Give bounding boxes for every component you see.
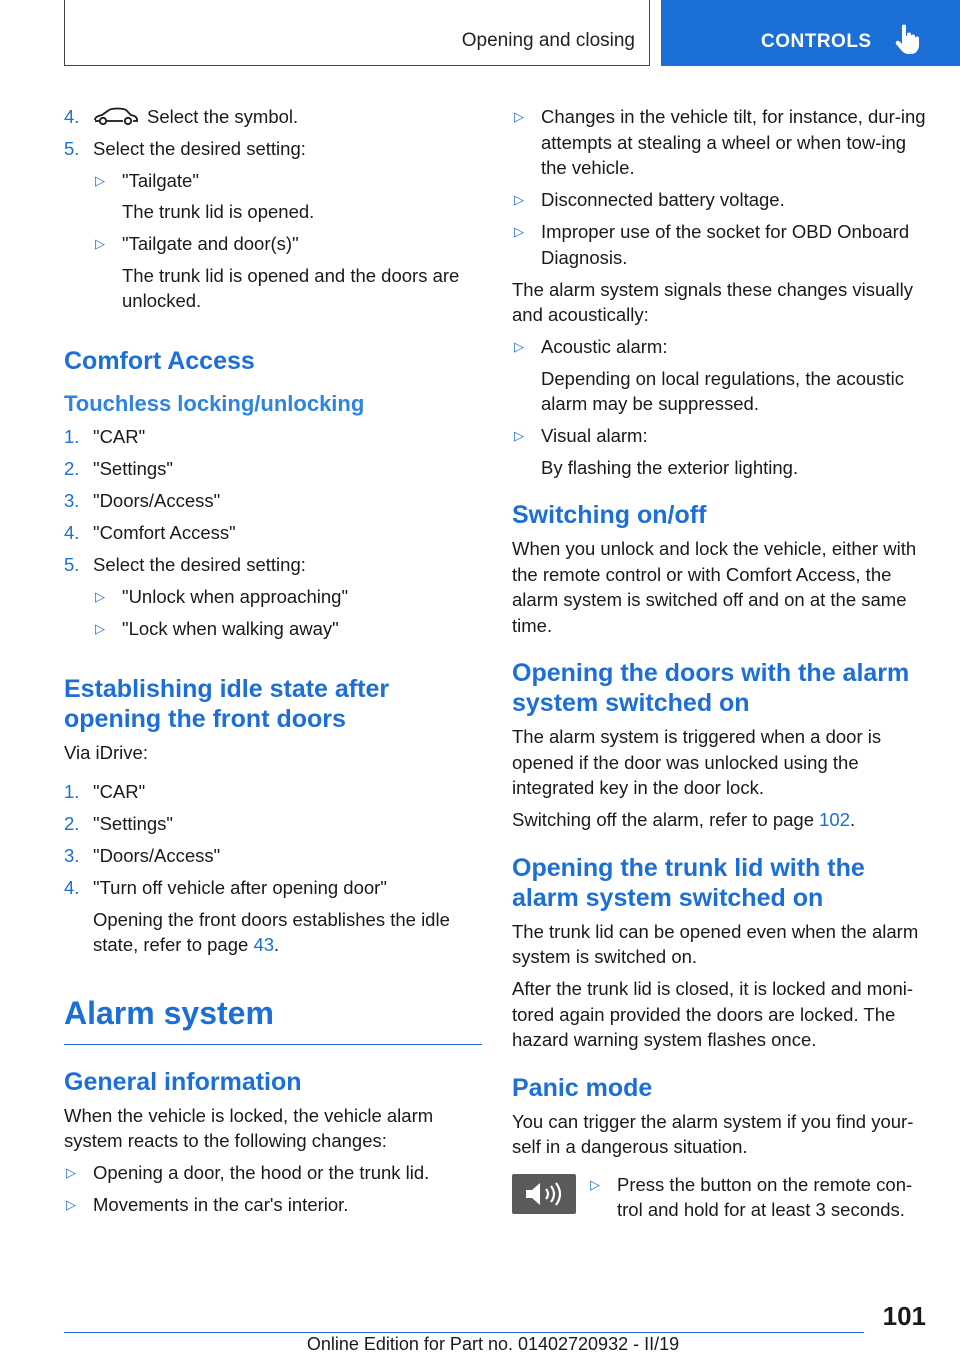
heading-comfort-access: Comfort Access (64, 347, 255, 375)
heading-idle-state: Establishing idle state after opening the front doors (64, 674, 390, 733)
heading-panic-mode: Panic mode (512, 1073, 653, 1102)
header-tab-label: CONTROLS (761, 31, 872, 52)
bullet-text: Changes in the vehicle tilt, for instance, dur-ing attempts at stealing a wheel or when tow-ing the vehicle. (541, 106, 926, 178)
triangle-bullet-icon (64, 1192, 93, 1218)
list-item (64, 456, 482, 482)
triangle-bullet-icon (93, 231, 122, 314)
list-item (512, 187, 932, 213)
step-number: 4. (64, 106, 80, 127)
list-item (64, 488, 482, 514)
idle-note (93, 907, 482, 958)
list-item (64, 1192, 482, 1218)
triangle-bullet-icon (93, 168, 122, 225)
header-section-title: Opening and closing (461, 30, 635, 51)
bullet-label: Visual alarm: (541, 425, 648, 446)
doors-ref-end: . (850, 809, 856, 830)
trunk-text-1: The trunk lid can be opened even when the alarm system is switched on. (512, 920, 919, 967)
bullet-desc: Depending on local regulations, the acoustic alarm may be suppressed. (541, 367, 905, 414)
option-label: "Tailgate and door(s)" (122, 233, 299, 254)
list-item (64, 875, 482, 958)
panic-instruction (512, 1172, 932, 1230)
list-item (64, 779, 482, 805)
step-text: Select the desired setting: (93, 554, 306, 575)
step-number: 1. (64, 781, 80, 802)
footer-edition: Online Edition for Part no. 01402720932 - II/19 (306, 1334, 680, 1354)
step-text: "Comfort Access" (93, 522, 236, 543)
doors-text: The alarm system is triggered when a door is opened if the door was unlocked using the integrated key in the door lock. (512, 726, 882, 798)
step-text: "Settings" (93, 458, 173, 479)
list-item (93, 231, 482, 314)
list-item (512, 219, 932, 270)
page-link-43[interactable]: 43 (253, 934, 275, 955)
signal-bullets (512, 334, 932, 480)
panic-button-icon (512, 1174, 576, 1214)
doors-ref-text: Switching off the alarm, refer to page (512, 809, 820, 830)
header-section-box (64, 0, 650, 66)
step-text: "Doors/Access" (93, 490, 221, 511)
idle-note-end: . (274, 934, 280, 955)
idle-intro: Via iDrive: (64, 741, 148, 763)
bullet-text: Improper use of the socket for OBD Onboard Diagnosis. (541, 221, 910, 268)
step-text: "Settings" (93, 813, 173, 834)
step-number: 2. (64, 458, 80, 479)
footer-divider (64, 1332, 864, 1333)
list-item (93, 616, 482, 642)
heading-general-information: General information (64, 1067, 302, 1096)
option-label: "Lock when walking away" (122, 617, 339, 639)
step-number: 2. (64, 813, 80, 834)
triangle-bullet-icon (512, 187, 541, 213)
step-text: "CAR" (93, 426, 146, 447)
triangle-bullet-icon (512, 334, 541, 417)
list-item (64, 136, 482, 320)
triangle-bullet-icon (512, 423, 541, 480)
list-item (512, 423, 932, 480)
list-item (64, 552, 482, 648)
change-bullets (512, 104, 932, 270)
right-column (512, 104, 932, 1229)
bullet-text: Movements in the car's interior. (93, 1194, 349, 1215)
pointing-hand-icon (894, 24, 920, 54)
heading-alarm-system: Alarm system (64, 994, 482, 1045)
step-number: 5. (64, 138, 80, 159)
signals-text: The alarm system signals these changes visually and acoustically: (512, 278, 914, 325)
list-item (64, 843, 482, 869)
touchless-options (93, 584, 482, 642)
option-desc: The trunk lid is opened and the doors are unlocked. (122, 264, 460, 311)
step-text: Select the symbol. (147, 106, 299, 127)
triangle-bullet-icon (588, 1172, 617, 1223)
heading-touchless: Touchless locking/unlocking (64, 391, 365, 416)
left-column (64, 104, 482, 1224)
triangle-bullet-icon (93, 584, 122, 610)
list-item (588, 1172, 932, 1223)
page-link-102[interactable]: 102 (819, 809, 851, 830)
list-item (64, 424, 482, 450)
step-text: Select the desired setting: (93, 138, 306, 159)
step-number: 5. (64, 554, 80, 575)
car-icon[interactable] (93, 106, 139, 126)
step-text: "Turn off vehicle after opening door" (93, 877, 387, 898)
step-number: 4. (64, 522, 80, 543)
heading-doors-alarm: Opening the doors with the alarm system switched on (512, 659, 910, 717)
heading-trunk-alarm: Opening the trunk lid with the alarm system switched on (512, 853, 865, 912)
list-item (93, 168, 482, 225)
step-text: "CAR" (93, 781, 146, 802)
doors-ref (512, 807, 932, 833)
touchless-steps (64, 424, 482, 648)
bullet-text: Disconnected battery voltage. (541, 189, 785, 210)
general-text: When the vehicle is locked, the vehicle alarm system reacts to the following changes: (64, 1104, 434, 1151)
triangle-bullet-icon (64, 1160, 93, 1186)
page-number: 101 (882, 1301, 926, 1331)
list-item (512, 334, 932, 417)
bullet-label: Acoustic alarm: (541, 336, 668, 357)
option-label: "Unlock when approaching" (122, 585, 349, 607)
option-label: "Tailgate" (122, 169, 199, 191)
step-number: 1. (64, 426, 80, 447)
list-item (64, 104, 482, 130)
bullet-text: Opening a door, the hood or the trunk lid. (93, 1162, 430, 1183)
step-number: 3. (64, 845, 80, 866)
list-item (512, 104, 932, 181)
list-item (93, 584, 482, 610)
step-text: "Doors/Access" (93, 845, 221, 866)
bullet-text: Press the button on the remote con-trol and hold for at least 3 seconds. (617, 1173, 913, 1220)
triangle-bullet-icon (512, 219, 541, 270)
triangle-bullet-icon (93, 616, 122, 642)
panic-bullets (588, 1172, 932, 1230)
idle-steps (64, 779, 482, 958)
triangle-bullet-icon (512, 104, 541, 181)
idle-note-text: Opening the front doors establishes the idle state, refer to page (93, 908, 450, 955)
option-desc: The trunk lid is opened. (122, 201, 315, 222)
list-item (64, 520, 482, 546)
list-item (64, 811, 482, 837)
list-item (64, 1160, 482, 1186)
step-number: 4. (64, 877, 80, 898)
trunk-text-2: After the trunk lid is closed, it is locked and moni-tored again provided the doors are locked. The hazard warning system flashes once. (512, 978, 914, 1050)
step-number: 3. (64, 490, 80, 511)
heading-switching: Switching on/off (512, 501, 707, 529)
bullet-desc: By flashing the exterior lighting. (541, 456, 799, 478)
header-controls-tab[interactable] (661, 0, 960, 66)
setting-options (93, 168, 482, 314)
panic-text: You can trigger the alarm system if you find your-self in a dangerous situation. (512, 1110, 914, 1157)
general-bullets (64, 1160, 482, 1218)
switching-text: When you unlock and lock the vehicle, either with the remote control or with Comfort Access, the alarm system is switched off and on at the same time. (512, 538, 917, 636)
top-steps (64, 104, 482, 320)
